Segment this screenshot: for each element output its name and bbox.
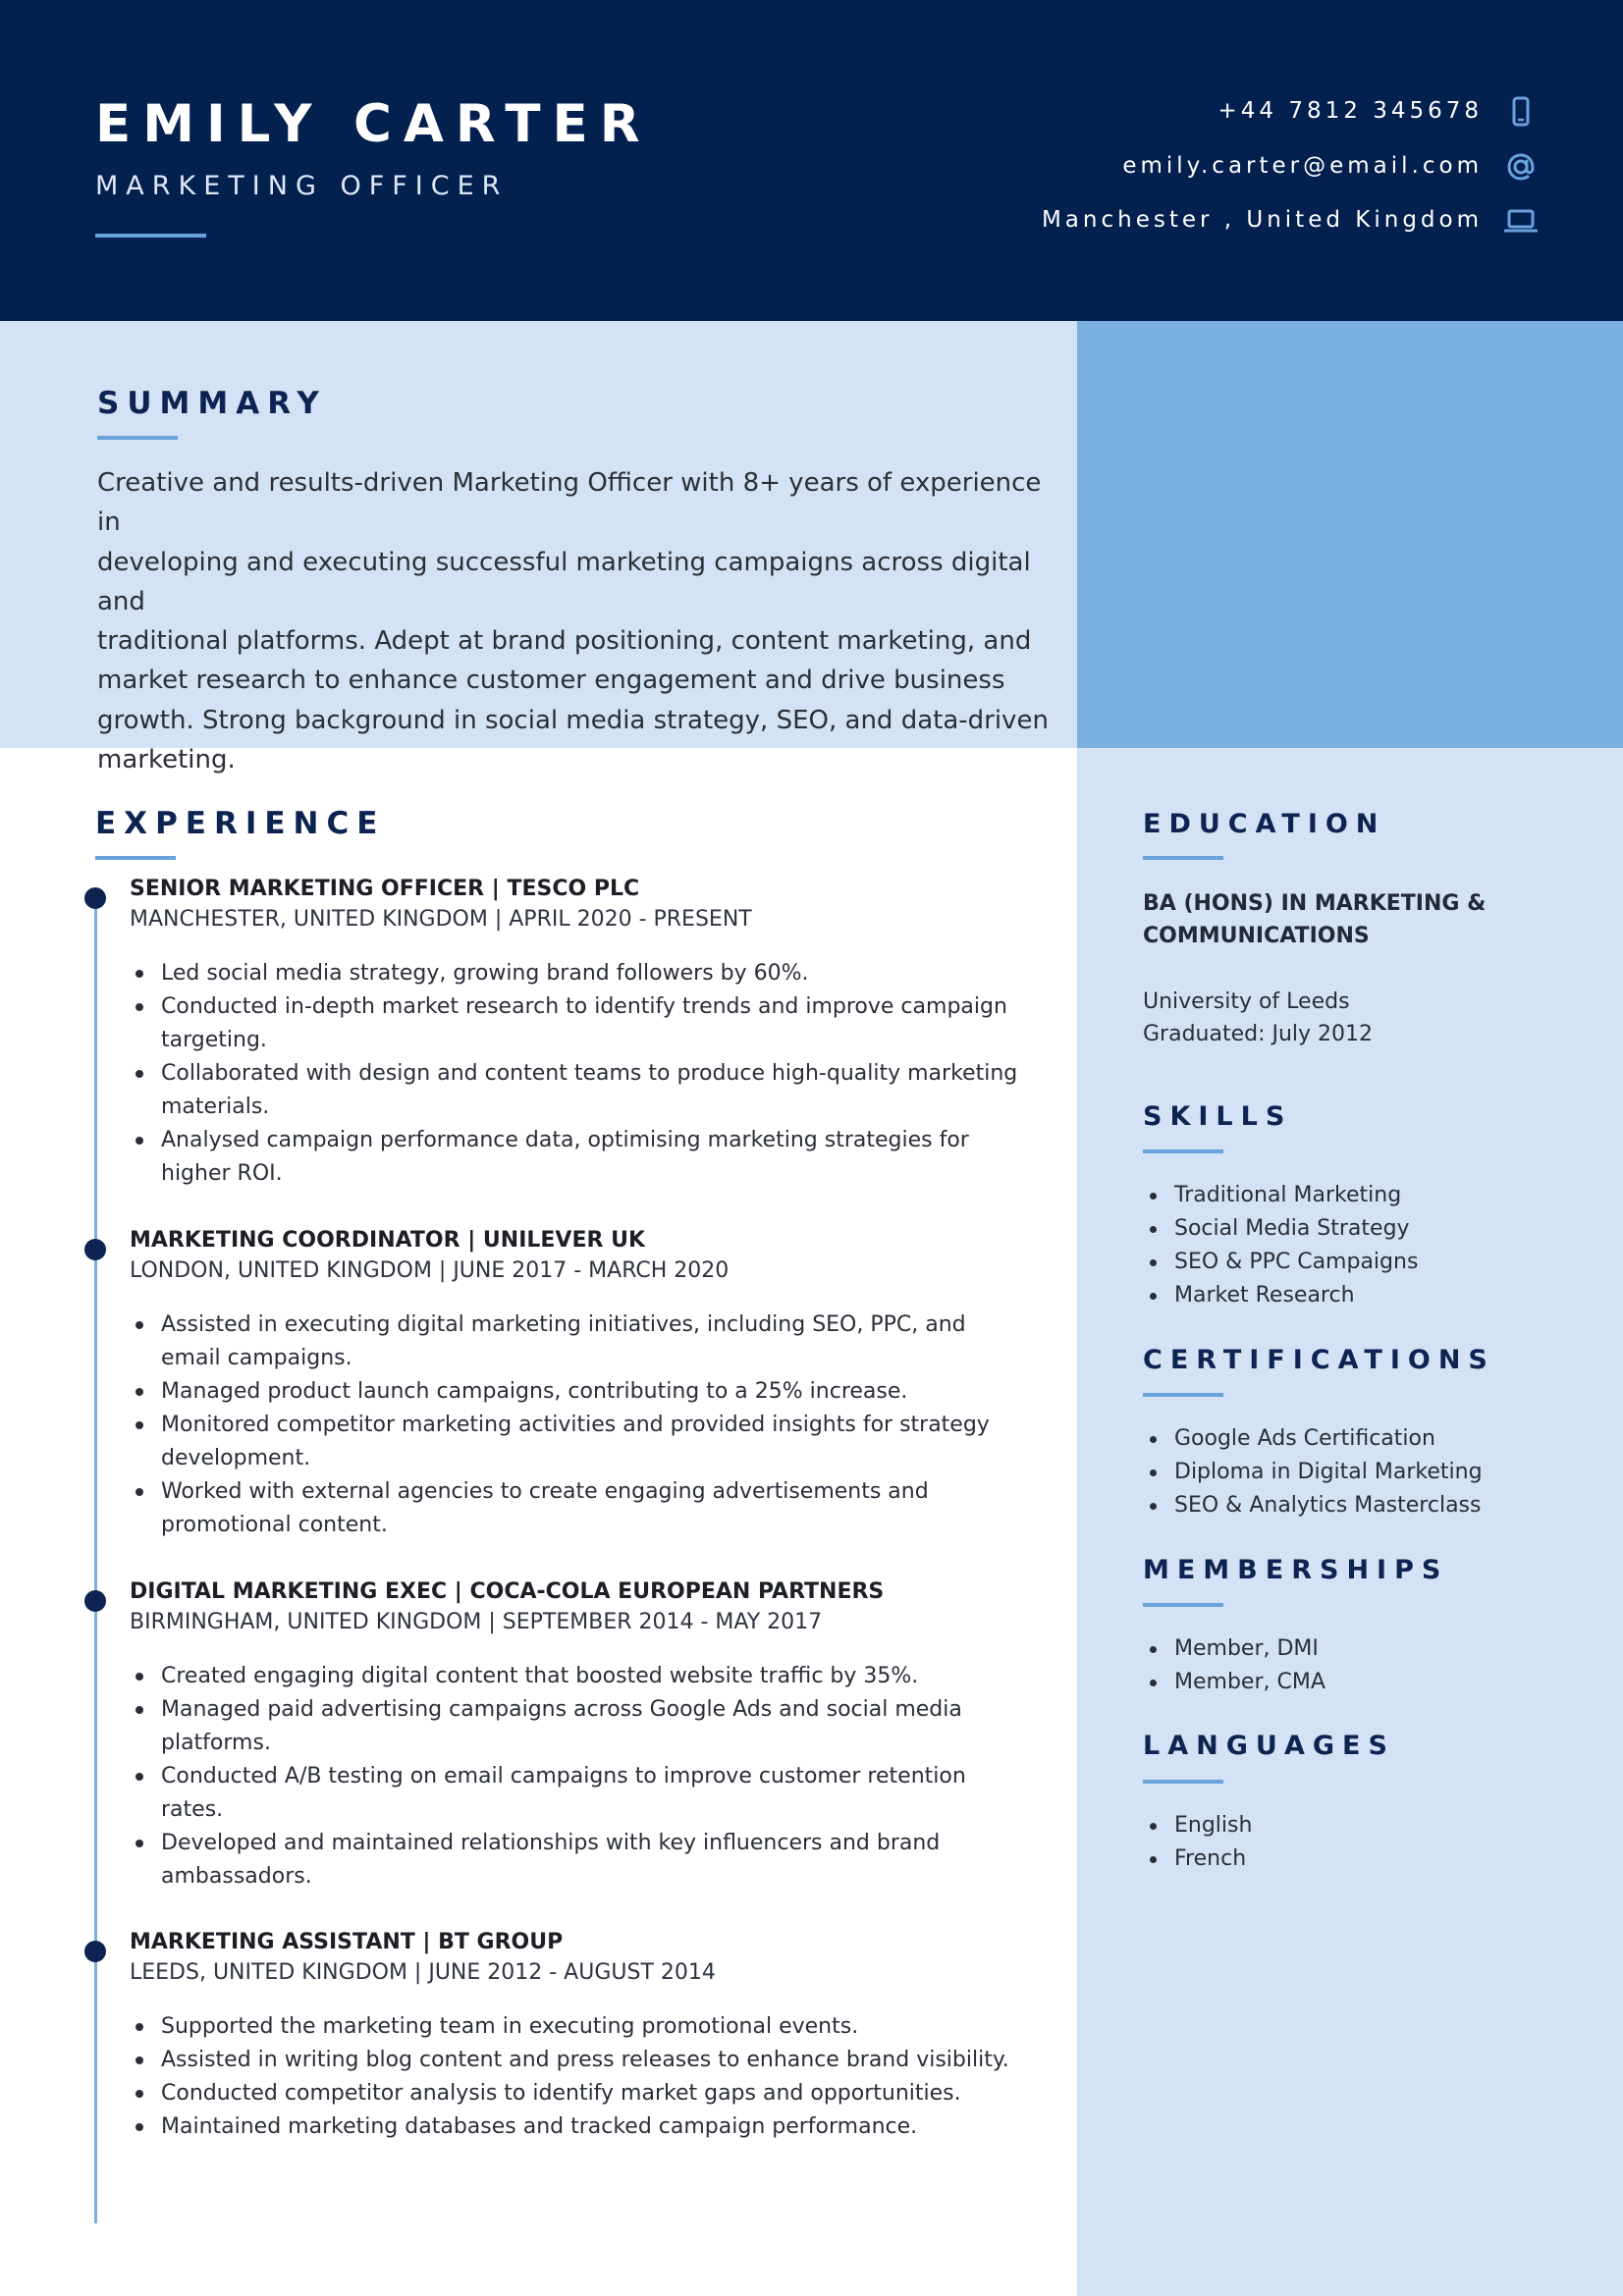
summary-line: growth. Strong background in social media strategy, SEO, and data-driven: [97, 705, 1049, 735]
job-meta: MANCHESTER, UNITED KINGDOM | APRIL 2020 - PRESENT: [130, 907, 752, 932]
skill-item: Market Research: [1174, 1279, 1587, 1312]
summary-accent-block: [1077, 321, 1623, 748]
job-bullet: Worked with external agencies to create engaging advertisements and promotional content.: [161, 1475, 1025, 1542]
skill-item: SEO & PPC Campaigns: [1174, 1246, 1587, 1279]
job-bullet: Analysed campaign performance data, optimising marketing strategies for higher ROI.: [161, 1124, 1025, 1191]
job-title: MARKETING ASSISTANT | BT GROUP: [130, 1930, 564, 1954]
contact-phone: [1218, 91, 1484, 131]
job-bullet: Conducted A/B testing on email campaigns to improve customer retention rates.: [161, 1760, 1025, 1827]
summary-line: market research to enhance customer engagement and drive business: [97, 666, 1005, 696]
languages-heading: LANGUAGES: [1143, 1731, 1395, 1761]
memberships-heading: MEMBERSHIPS: [1143, 1555, 1449, 1585]
job-bullet: Created engaging digital content that boosted website traffic by 35%.: [161, 1660, 1025, 1693]
job-bullet: Developed and maintained relationships with key influencers and brand ambassadors.: [161, 1827, 1025, 1894]
education-heading: EDUCATION: [1143, 809, 1386, 839]
memberships-list: [1174, 1632, 1587, 1699]
language-item: French: [1174, 1842, 1587, 1876]
skills-heading: SKILLS: [1143, 1101, 1293, 1132]
contact-location: [1042, 200, 1483, 240]
job-bullet: Conducted competitor analysis to identify market gaps and opportunities.: [161, 2077, 1025, 2110]
header: [0, 0, 1623, 321]
job-bullets: [161, 1308, 1025, 1542]
job-meta: LEEDS, UNITED KINGDOM | JUNE 2012 - AUGUST 2014: [130, 1960, 716, 1985]
memberships-heading-underline: [1143, 1603, 1223, 1607]
job-bullet: Assisted in executing digital marketing initiatives, including SEO, PPC, and email campaigns.: [161, 1308, 1025, 1375]
skill-item: Traditional Marketing: [1174, 1179, 1587, 1212]
job-bullet: Managed paid advertising campaigns across Google Ads and social media platforms.: [161, 1693, 1025, 1760]
location-text: Manchester , United Kingdom: [1041, 207, 1483, 233]
header-divider: [95, 234, 206, 238]
education-graduated: Graduated: July 2012: [1143, 1022, 1374, 1046]
education-degree: BA (HONS) IN MARKETING & COMMUNICATIONS: [1143, 891, 1487, 948]
summary-line: marketing.: [97, 745, 236, 775]
certifications-heading-underline: [1143, 1393, 1223, 1397]
job-bullet: Monitored competitor marketing activities and provided insights for strategy development.: [161, 1409, 1025, 1475]
education-school: University of Leeds: [1143, 989, 1350, 1014]
experience-heading: EXPERIENCE: [95, 806, 386, 841]
certification-item: Google Ads Certification: [1174, 1422, 1587, 1456]
job-bullet: Collaborated with design and content teams to produce high-quality marketing materials.: [161, 1057, 1025, 1124]
email-text: emily.carter@email.com: [1122, 153, 1483, 179]
job-title: SENIOR MARKETING OFFICER | TESCO PLC: [130, 877, 640, 901]
language-item: English: [1174, 1809, 1587, 1842]
job-bullet: Managed product launch campaigns, contributing to a 25% increase.: [161, 1375, 1025, 1409]
job-title: MARKETING COORDINATOR | UNILEVER UK: [130, 1228, 646, 1253]
skills-heading-underline: [1143, 1149, 1223, 1153]
summary-heading-underline: [97, 436, 178, 440]
at-sign-icon: [1504, 150, 1538, 184]
languages-list: [1174, 1809, 1587, 1876]
job-bullet: Led social media strategy, growing brand followers by 60%.: [161, 957, 1025, 990]
certification-item: Diploma in Digital Marketing: [1174, 1456, 1587, 1489]
summary-heading: SUMMARY: [97, 386, 327, 421]
timeline-dot: [84, 1941, 106, 1962]
mobile-phone-icon: [1504, 95, 1538, 129]
membership-item: Member, DMI: [1174, 1632, 1587, 1666]
timeline-dot: [84, 887, 106, 909]
summary-line: traditional platforms. Adept at brand positioning, content marketing, and: [97, 626, 1032, 657]
certifications-list: [1174, 1422, 1587, 1522]
job-meta: BIRMINGHAM, UNITED KINGDOM | SEPTEMBER 2014 - MAY 2017: [130, 1610, 823, 1634]
timeline-dot: [84, 1590, 106, 1612]
job-bullet: Supported the marketing team in executing promotional events.: [161, 2010, 1025, 2044]
candidate-role: MARKETING OFFICER: [95, 171, 509, 201]
laptop-icon: [1504, 204, 1538, 238]
contact-email: [1122, 146, 1483, 186]
languages-heading-underline: [1143, 1780, 1223, 1784]
timeline-line: [94, 893, 97, 2223]
timeline-dot: [84, 1239, 106, 1260]
education-heading-underline: [1143, 856, 1223, 860]
job-bullets: [161, 2010, 1025, 2144]
candidate-name: EMILY CARTER: [95, 94, 652, 154]
job-bullets: [161, 957, 1025, 1191]
certifications-heading: CERTIFICATIONS: [1143, 1345, 1495, 1375]
certification-item: SEO & Analytics Masterclass: [1174, 1489, 1587, 1522]
phone-text: +44 7812 345678: [1217, 98, 1483, 124]
skill-item: Social Media Strategy: [1174, 1212, 1587, 1246]
job-bullet: Assisted in writing blog content and press releases to enhance brand visibility.: [161, 2044, 1025, 2077]
job-title: DIGITAL MARKETING EXEC | COCA-COLA EUROPEAN PARTNERS: [130, 1579, 885, 1604]
job-bullets: [161, 1660, 1025, 1894]
skills-list: [1174, 1179, 1587, 1312]
membership-item: Member, CMA: [1174, 1666, 1587, 1699]
summary-line: Creative and results-driven Marketing Officer with 8+ years of experience in: [97, 468, 1042, 538]
job-bullet: Conducted in-depth market research to identify trends and improve campaign targeting.: [161, 990, 1025, 1057]
job-bullet: Maintained marketing databases and tracked campaign performance.: [161, 2110, 1025, 2144]
experience-heading-underline: [95, 856, 176, 860]
summary-line: developing and executing successful marketing campaigns across digital and: [97, 547, 1031, 616]
job-meta: LONDON, UNITED KINGDOM | JUNE 2017 - MARCH 2020: [130, 1258, 730, 1283]
summary-text: [97, 463, 1055, 779]
